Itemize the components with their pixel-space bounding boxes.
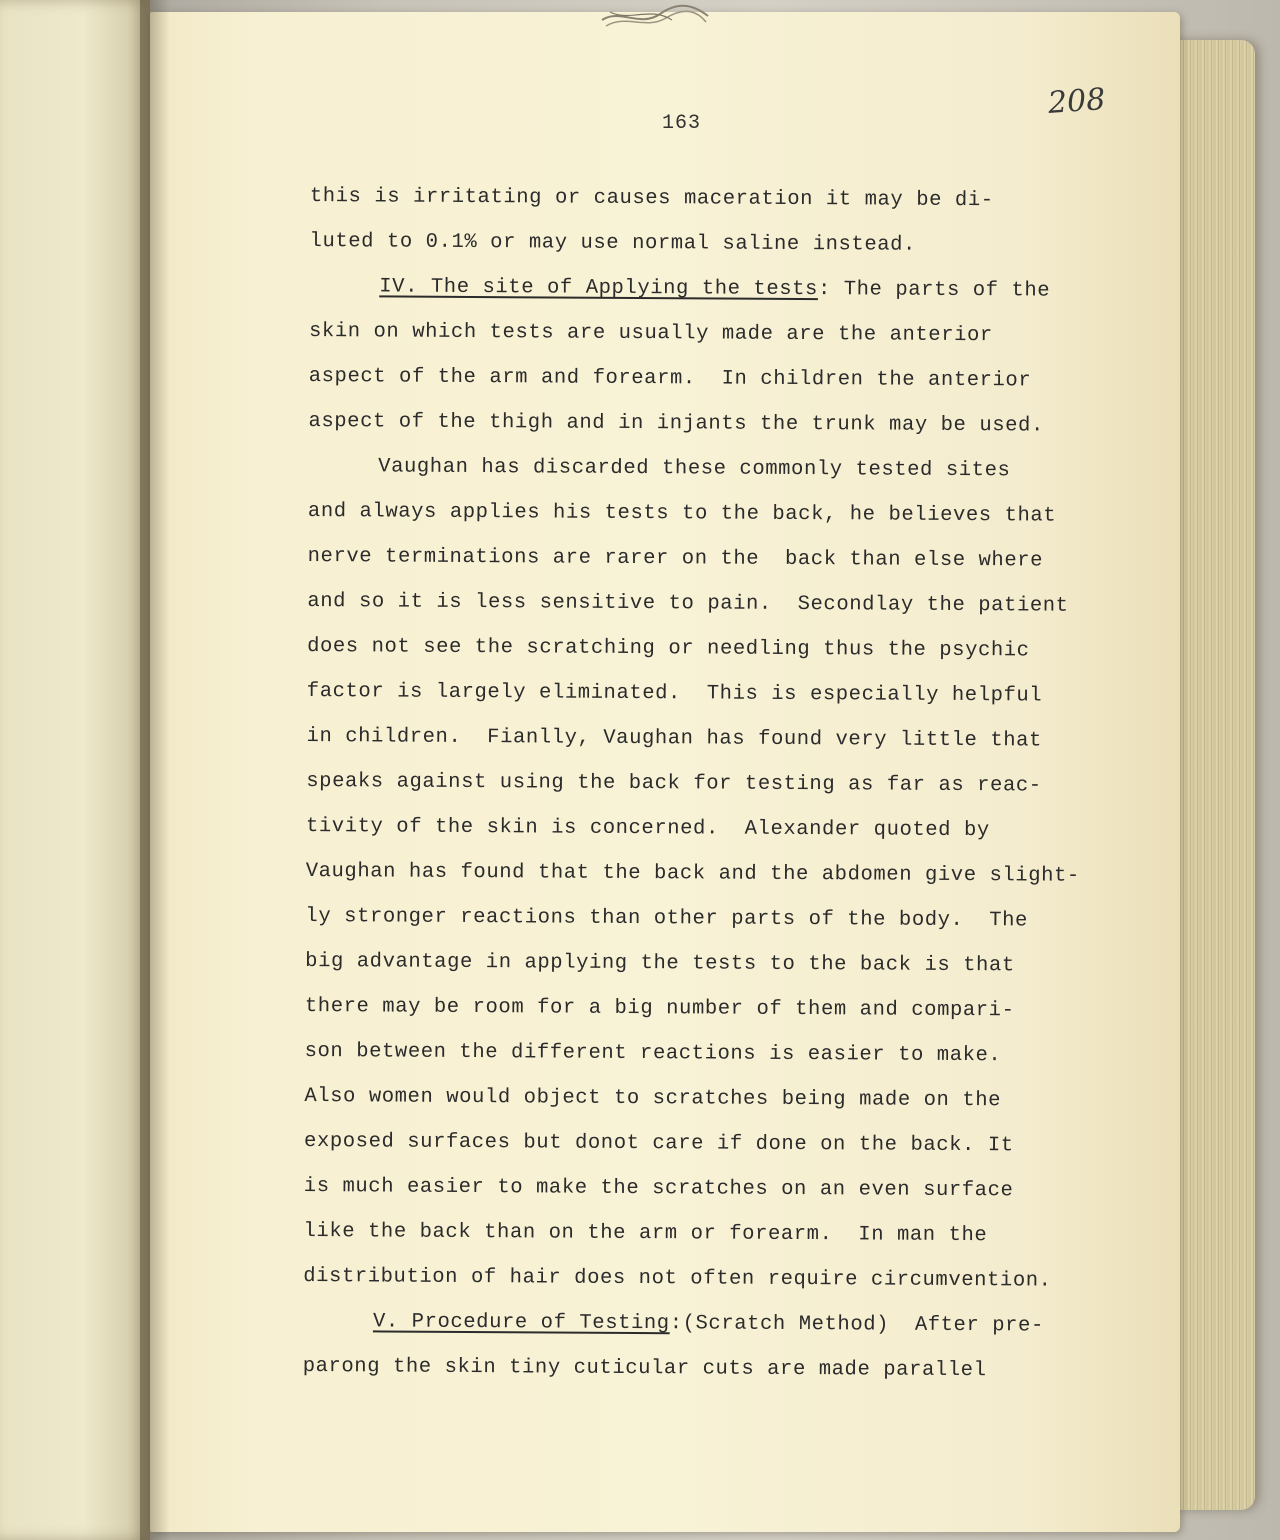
text-line: distribution of hair does not often require circumvention. [303, 1264, 1052, 1293]
text-line: nerve terminations are rarer on the back than else where [307, 544, 1044, 573]
text-line: this is irritating or causes maceration it may be di- [309, 184, 994, 213]
text-line: like the back than on the arm or forearm. In man the [303, 1219, 988, 1248]
facing-page-bleed [0, 120, 40, 252]
text-line: does not see the scratching or needling thus the psychic [307, 634, 1030, 663]
text-line: and so it is less sensitive to pain. Secondlay the patient [307, 589, 1069, 618]
text-line: tivity of the skin is concerned. Alexander quoted by [305, 814, 990, 843]
text-line: factor is largely eliminated. This is especially helpful [306, 679, 1043, 708]
text-fragment: : The parts of the [817, 278, 1051, 303]
text-line: there may be room for a big number of them and compari- [304, 994, 1015, 1023]
handwritten-folio-number: 208 [1046, 82, 1107, 121]
text-line: exposed surfaces but donot care if done on the back. It [304, 1129, 1014, 1158]
text-line: big advantage in applying the tests to the back is that [305, 949, 1015, 978]
text-line: Also women would object to scratches being made on the [304, 1084, 1002, 1113]
text-line: aspect of the thigh and in injants the trunk may be used. [308, 409, 1044, 438]
book-gutter-shadow [140, 0, 170, 1540]
text-line: son between the different reactions is easier to make. [304, 1039, 1002, 1068]
text-line: luted to 0.1% or may use normal saline instead. [309, 229, 917, 257]
text-line: is much easier to make the scratches on an even surface [303, 1174, 1014, 1203]
binding-threads [600, 2, 710, 32]
text-line: and always applies his tests to the back, he believes that [307, 499, 1057, 528]
text-line: speaks against using the back for testing as far as reac- [306, 769, 1042, 798]
page-edges [1170, 40, 1255, 1510]
section-heading-line [309, 264, 1129, 314]
page-number: 163 [662, 112, 702, 135]
text-line: aspect of the arm and forearm. In children the anterior [308, 364, 1032, 393]
document-page [150, 12, 1180, 1532]
typewritten-body [303, 174, 1130, 1394]
text-line: parong the skin tiny cuticular cuts are made parallel [302, 1354, 987, 1383]
text-line: Vaughan has found that the back and the abdomen give slight- [305, 859, 1080, 888]
section-heading: IV. The site of Applying the tests [379, 275, 819, 302]
section-heading: V. Procedure of Testing [372, 1310, 670, 1336]
text-fragment: :(Scratch Method) After pre- [669, 1312, 1044, 1338]
text-line: in children. Fianlly, Vaughan has found very little that [306, 724, 1043, 753]
text-line: ly stronger reactions than other parts of the body. The [305, 904, 1029, 933]
facing-page [0, 0, 150, 1540]
text-line: Vaughan has discarded these commonly tested sites [378, 455, 1011, 483]
section-heading-line [303, 1299, 1123, 1349]
text-line: skin on which tests are usually made are the anterior [308, 319, 993, 348]
